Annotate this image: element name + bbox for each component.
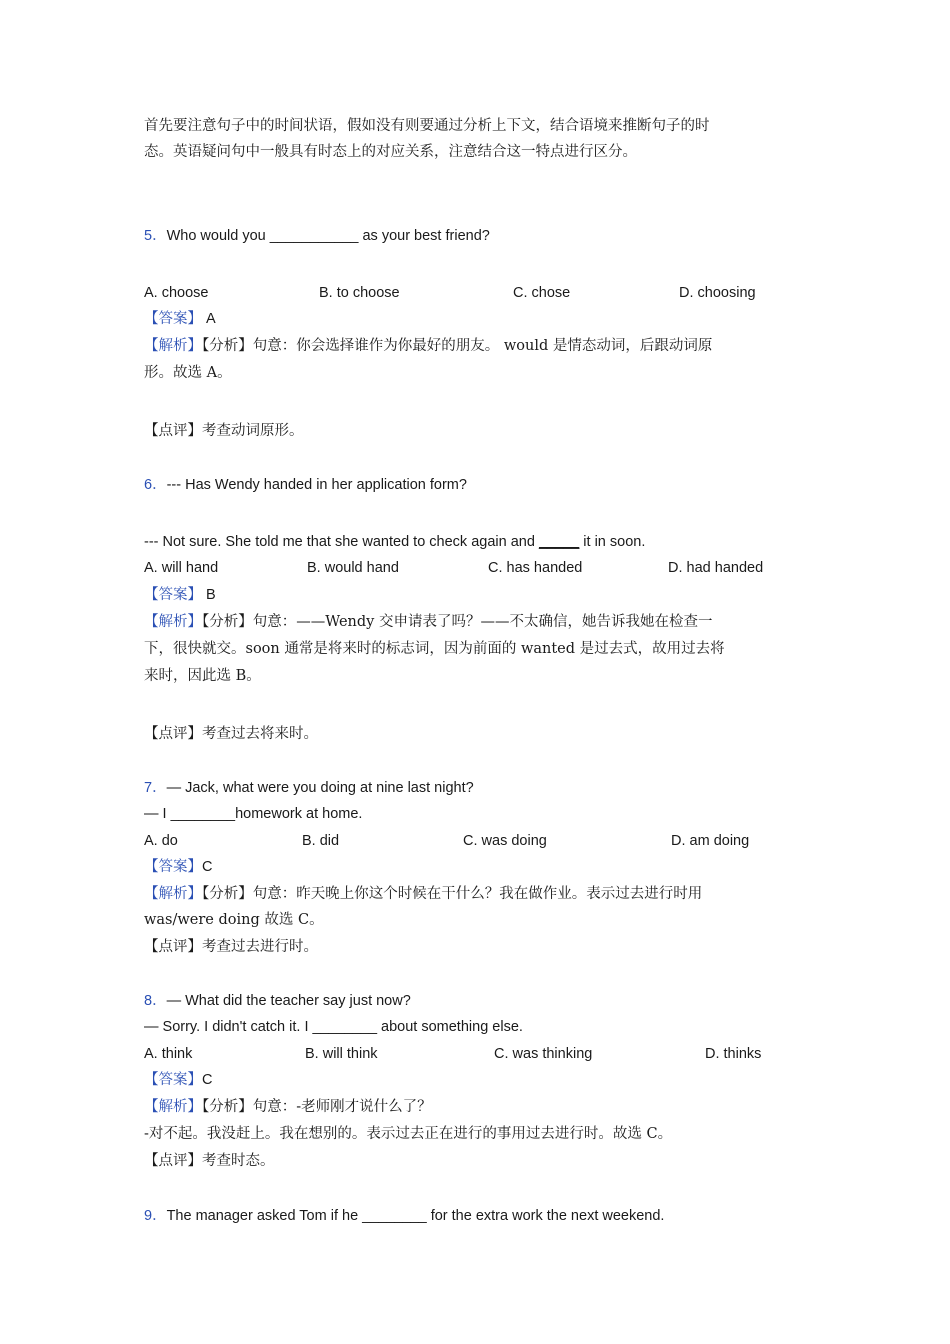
comment-tag: 【点评】 (144, 423, 202, 439)
comment-text: 考查过去进行时。 (202, 939, 318, 955)
question-number: 8． (144, 993, 167, 1009)
question-number: 9． (144, 1208, 167, 1224)
answer-value: C (202, 1072, 213, 1088)
dialogue-post: it in soon. (579, 534, 646, 550)
analysis-text: 句意：昨天晚上你这个时候在干什么？我在做作业。表示过去进行时用 (252, 886, 703, 902)
dialogue-line: — I ________homework at home. (144, 806, 363, 822)
question-9 (144, 1206, 664, 1226)
analysis-text: 句意：你会选择谁作为你最好的朋友。 would 是情态动词，后跟动词原 (252, 338, 713, 354)
answer-value: B (206, 587, 216, 603)
comment-line (144, 937, 318, 957)
analysis-line-1 (144, 1097, 432, 1117)
question-7 (144, 778, 474, 798)
option-a: A. choose (144, 285, 209, 301)
comment-tag: 【点评】 (144, 726, 202, 742)
comment-text: 考查过去将来时。 (202, 726, 318, 742)
comment-line (144, 421, 304, 441)
analysis-tag: 【解析】 (144, 886, 202, 902)
option-b: B. did (302, 833, 340, 849)
intro-line-1: 首先要注意句子中的时间状语，假如没有则要通过分析上下文，结合语境来推断句子的时 (144, 118, 710, 134)
comment-text: 考查时态。 (202, 1153, 275, 1169)
option-a: A. will hand (144, 560, 219, 576)
option-c: C. has handed (488, 560, 583, 576)
question-text: --- Has Wendy handed in her application form? (166, 477, 467, 493)
question-5 (144, 226, 490, 246)
analysis-text: 句意：-老师刚才说什么了？ (252, 1099, 432, 1115)
analysis-tag: 【解析】 (144, 338, 202, 354)
option-d: D. had handed (668, 560, 764, 576)
option-b: B. would hand (307, 560, 399, 576)
dialogue-line (144, 532, 645, 552)
question-number: 7． (144, 780, 167, 796)
question-6 (144, 475, 467, 495)
fenxi-tag: 【分析】 (202, 886, 253, 902)
option-d: D. choosing (679, 285, 756, 301)
blank: _____ (538, 534, 580, 550)
answer-value: A (206, 311, 216, 327)
question-text: — What did the teacher say just now? (166, 993, 411, 1009)
answer-tag: 【答案】 (144, 311, 202, 327)
dialogue-line: — Sorry. I didn't catch it. I ________ about something else. (144, 1019, 523, 1035)
answer-line (144, 857, 212, 877)
analysis-line-1 (144, 884, 702, 904)
option-b: B. will think (305, 1046, 378, 1062)
analysis-tag: 【解析】 (144, 1099, 202, 1115)
answer-tag: 【答案】 (144, 587, 202, 603)
analysis-line-2: -对不起。我没赶上。我在想别的。表示过去正在进行的事用过去进行时。故选 C。 (144, 1126, 673, 1142)
answer-tag: 【答案】 (144, 859, 202, 875)
comment-line (144, 724, 318, 744)
analysis-line-1 (144, 336, 712, 356)
fenxi-tag: 【分析】 (202, 614, 253, 630)
analysis-line-1 (144, 612, 712, 632)
fenxi-tag: 【分析】 (202, 1099, 253, 1115)
analysis-tag: 【解析】 (144, 614, 202, 630)
answer-tag: 【答案】 (144, 1072, 202, 1088)
intro-line-2: 态。英语疑问句中一般具有时态上的对应关系，注意结合这一特点进行区分。 (144, 144, 637, 160)
analysis-line-2: 形。故选 A。 (144, 365, 232, 381)
question-number: 6． (144, 477, 167, 493)
answer-line (144, 309, 216, 329)
analysis-line-3: 来时，因此选 B。 (144, 668, 261, 684)
question-text: — Jack, what were you doing at nine last night? (166, 780, 474, 796)
option-d: D. am doing (671, 833, 750, 849)
analysis-line-2: was/were doing 故选 C。 (144, 912, 324, 928)
analysis-text: 句意：——Wendy 交申请表了吗？——不太确信，她告诉我她在检查一 (252, 614, 713, 630)
option-c: C. was doing (463, 833, 547, 849)
comment-tag: 【点评】 (144, 1153, 202, 1169)
question-number: 5． (144, 228, 167, 244)
answer-value: C (202, 859, 213, 875)
question-text: Who would you ___________ as your best friend? (166, 228, 490, 244)
question-8 (144, 991, 411, 1011)
answer-line (144, 1070, 212, 1090)
option-a: A. think (144, 1046, 193, 1062)
option-c: C. was thinking (494, 1046, 593, 1062)
option-c: C. chose (513, 285, 571, 301)
option-b: B. to choose (319, 285, 400, 301)
comment-text: 考查动词原形。 (202, 423, 304, 439)
option-d: D. thinks (705, 1046, 762, 1062)
analysis-line-2: 下，很快就交。soon 通常是将来时的标志词，因为前面的 wanted 是过去式，故用过去将 (144, 641, 725, 657)
fenxi-tag: 【分析】 (202, 338, 253, 354)
question-text: The manager asked Tom if he ________ for the extra work the next weekend. (166, 1208, 665, 1224)
answer-line (144, 585, 216, 605)
option-a: A. do (144, 833, 178, 849)
dialogue-pre: --- Not sure. She told me that she wanted to check again and (144, 534, 539, 550)
comment-tag: 【点评】 (144, 939, 202, 955)
comment-line (144, 1151, 275, 1171)
